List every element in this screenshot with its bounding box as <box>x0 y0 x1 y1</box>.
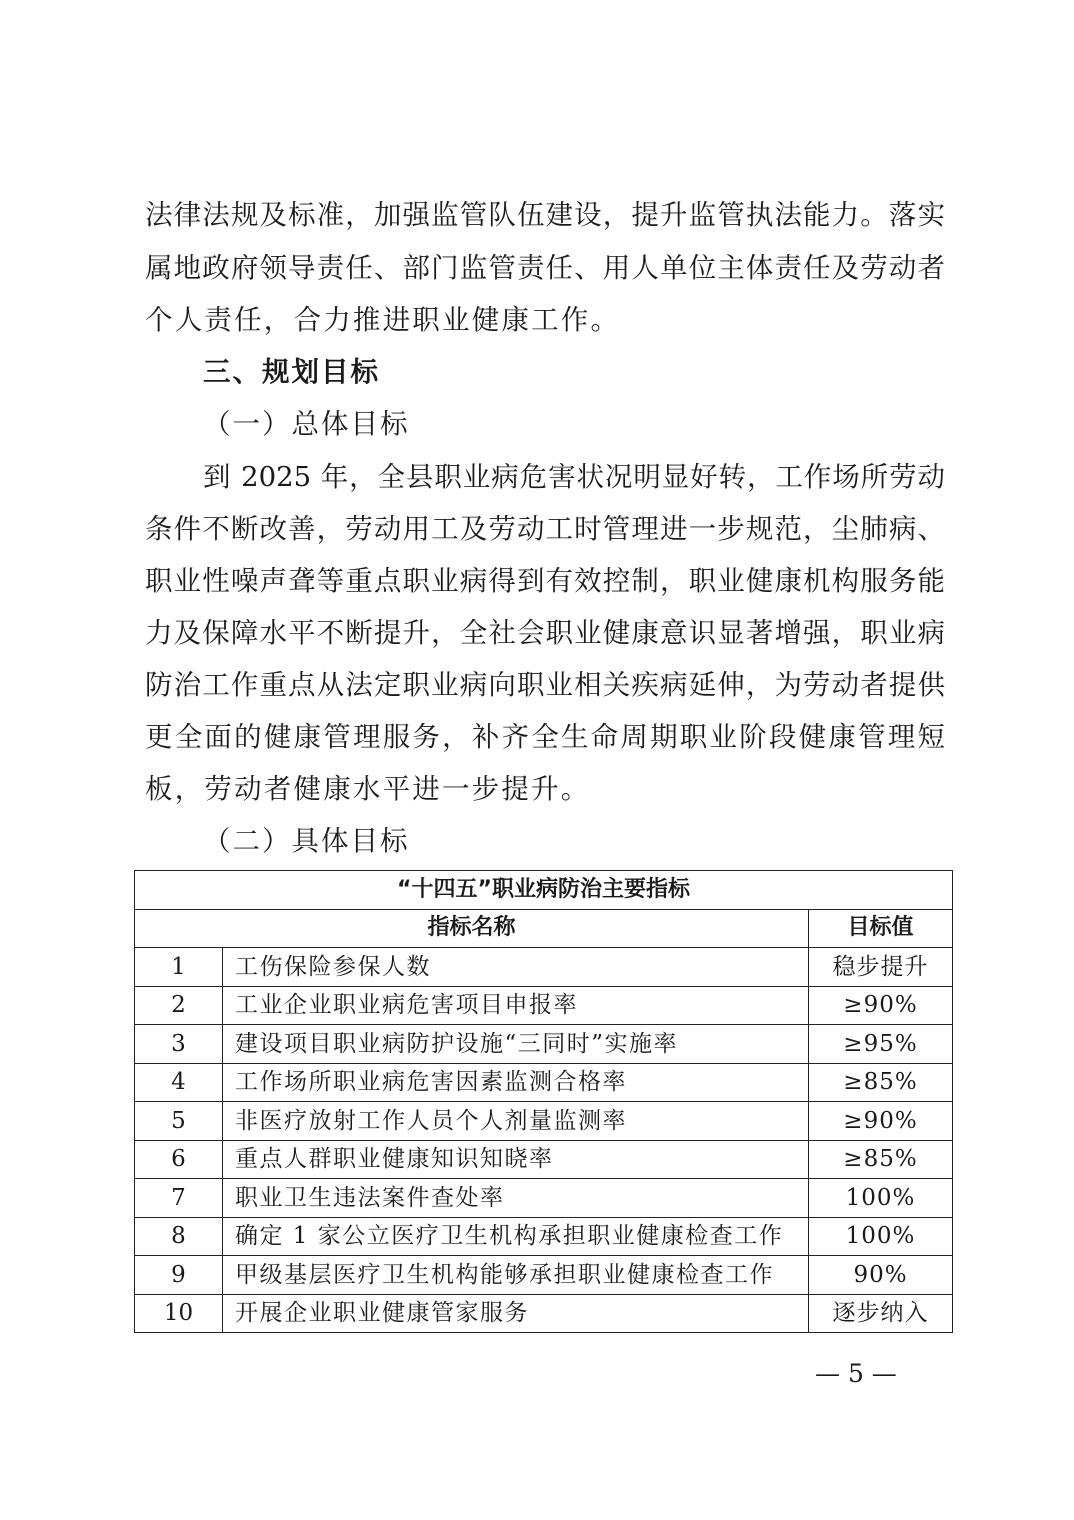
paragraph-line: 个人责任，合力推进职业健康工作。 <box>145 304 621 336</box>
table-row <box>135 1140 953 1179</box>
paragraph-line: 法律法规及标准，加强监管队伍建设，提升监管执法能力。落实 <box>145 199 945 231</box>
table-row <box>135 948 953 987</box>
table-row <box>135 1217 953 1256</box>
section-heading: 三、规划目标 <box>203 356 380 388</box>
indicators-table <box>134 870 953 1333</box>
paragraph-line: 职业性噪声聋等重点职业病得到有效控制，职业健康机构服务能 <box>145 565 945 597</box>
target-value: ≥90% <box>809 1102 953 1141</box>
indicator-name: 工业企业职业病危害项目申报率 <box>223 986 809 1025</box>
indicator-name: 重点人群职业健康知识知晓率 <box>223 1140 809 1179</box>
row-number: 8 <box>135 1217 223 1256</box>
indicator-name: 非医疗放射工作人员个人剂量监测率 <box>223 1102 809 1141</box>
table-row <box>135 1179 953 1218</box>
table-row <box>135 1256 953 1295</box>
table-row <box>135 986 953 1025</box>
paragraph-line: 防治工作重点从法定职业病向职业相关疾病延伸，为劳动者提供 <box>145 669 945 701</box>
table-title: “十四五”职业病防治主要指标 <box>135 871 953 910</box>
row-number: 4 <box>135 1063 223 1102</box>
target-value: 稳步提升 <box>809 948 953 987</box>
column-header-name: 指标名称 <box>135 909 809 948</box>
row-number: 6 <box>135 1140 223 1179</box>
indicator-name: 甲级基层医疗卫生机构能够承担职业健康检查工作 <box>223 1256 809 1295</box>
row-number: 2 <box>135 986 223 1025</box>
indicator-name: 建设项目职业病防护设施“三同时”实施率 <box>223 1025 809 1064</box>
row-number: 10 <box>135 1294 223 1333</box>
target-value: ≥95% <box>809 1025 953 1064</box>
row-number: 7 <box>135 1179 223 1218</box>
table-title-row <box>135 871 953 910</box>
indicator-name: 职业卫生违法案件查处率 <box>223 1179 809 1218</box>
table-header-row <box>135 909 953 948</box>
paragraph-line: 到 2025 年，全县职业病危害状况明显好转，工作场所劳动 <box>203 461 945 493</box>
target-value: ≥85% <box>809 1140 953 1179</box>
target-value: 100% <box>809 1217 953 1256</box>
table-row <box>135 1294 953 1333</box>
indicator-name: 工伤保险参保人数 <box>223 948 809 987</box>
paragraph-line: 更全面的健康管理服务，补齐全生命周期职业阶段健康管理短 <box>145 721 945 753</box>
target-value: 逐步纳入 <box>809 1294 953 1333</box>
row-number: 3 <box>135 1025 223 1064</box>
column-header-value: 目标值 <box>809 909 953 948</box>
indicator-name: 工作场所职业病危害因素监测合格率 <box>223 1063 809 1102</box>
target-value: 90% <box>809 1256 953 1295</box>
table-row <box>135 1063 953 1102</box>
target-value: 100% <box>809 1179 953 1218</box>
paragraph-line: 力及保障水平不断提升，全社会职业健康意识显著增强，职业病 <box>145 617 945 649</box>
indicator-name: 确定 1 家公立医疗卫生机构承担职业健康检查工作 <box>223 1217 809 1256</box>
table-row <box>135 1025 953 1064</box>
target-value: ≥85% <box>809 1063 953 1102</box>
table-row <box>135 1102 953 1141</box>
subsection-heading: （一）总体目标 <box>203 408 410 440</box>
indicator-name: 开展企业职业健康管家服务 <box>223 1294 809 1333</box>
paragraph-line: 板，劳动者健康水平进一步提升。 <box>145 773 591 805</box>
target-value: ≥90% <box>809 986 953 1025</box>
subsection-heading: （二）具体目标 <box>203 825 410 857</box>
paragraph-line: 条件不断改善，劳动用工及劳动工时管理进一步规范，尘肺病、 <box>145 513 945 545</box>
paragraph-line: 属地政府领导责任、部门监管责任、用人单位主体责任及劳动者 <box>145 252 945 284</box>
row-number: 9 <box>135 1256 223 1295</box>
row-number: 1 <box>135 948 223 987</box>
row-number: 5 <box>135 1102 223 1141</box>
page-number: — 5 — <box>815 1359 897 1388</box>
